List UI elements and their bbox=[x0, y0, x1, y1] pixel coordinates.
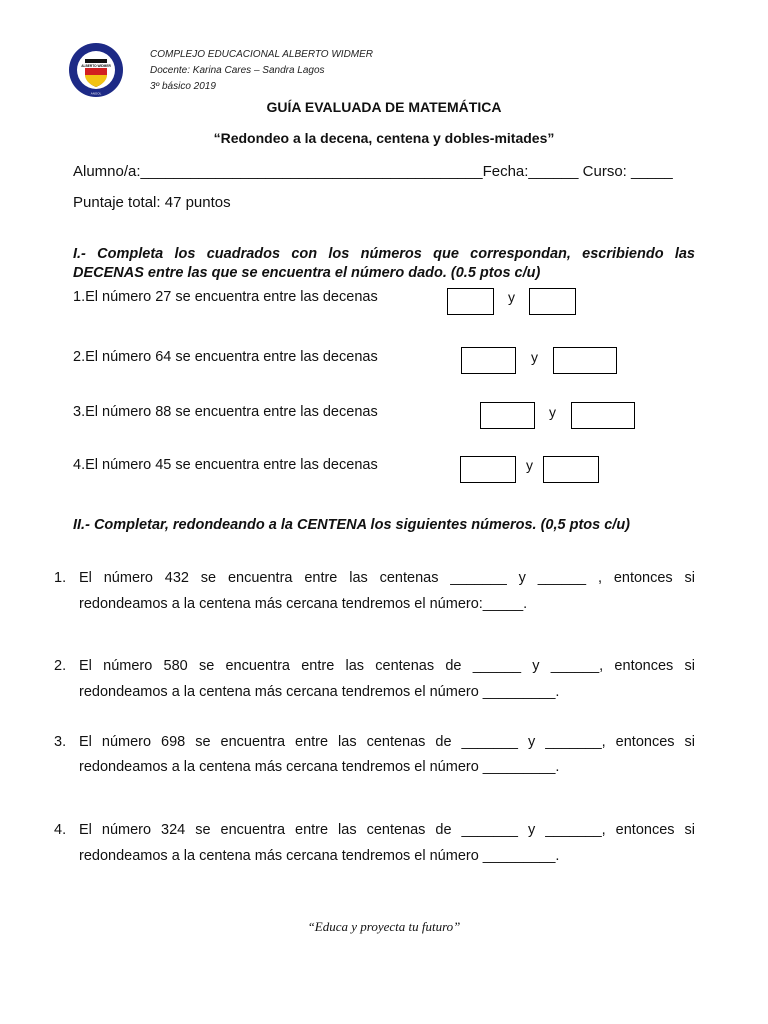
student-line: Alumno/a:_________________________________________Fecha:______ Curso: _____ bbox=[73, 163, 673, 180]
section1-instruction-line1: I.- Completa los cuadrados con los números que correspondan, escribiendo las bbox=[73, 246, 695, 262]
answer-box-4b[interactable] bbox=[543, 456, 599, 483]
item-number: 4. bbox=[54, 822, 67, 838]
section2-item1-line1: El número 432 se encuentra entre las centenas _______ y ______ , entonces si bbox=[79, 570, 695, 586]
connector-y: y bbox=[549, 404, 556, 420]
logo-shield-text: ALBERTO WIDMER bbox=[81, 64, 111, 68]
answer-box-3a[interactable] bbox=[480, 402, 535, 429]
section1-question-2: 2.El número 64 se encuentra entre las decenas bbox=[73, 349, 378, 365]
teachers: Docente: Karina Cares – Sandra Lagos bbox=[150, 65, 325, 76]
answer-box-2b[interactable] bbox=[553, 347, 617, 374]
footer-motto: “Educa y proyecta tu futuro” bbox=[307, 919, 461, 934]
connector-y: y bbox=[526, 457, 533, 473]
answer-box-2a[interactable] bbox=[461, 347, 516, 374]
answer-box-3b[interactable] bbox=[571, 402, 635, 429]
document-subtitle: “Redondeo a la decena, centena y dobles-mitades” bbox=[213, 130, 555, 146]
section2-heading: II.- Completar, redondeando a la CENTENA los siguientes números. (0,5 ptos c/u) bbox=[73, 517, 631, 533]
section2-item2-line1: El número 580 se encuentra entre las centenas de ______ y ______, entonces si bbox=[79, 658, 695, 674]
document-title: GUÍA EVALUADA DE MATEMÁTICA bbox=[266, 99, 502, 115]
grade-year: 3º básico 2019 bbox=[150, 81, 216, 92]
item-number: 3. bbox=[54, 734, 67, 750]
total-score: Puntaje total: 47 puntos bbox=[73, 194, 231, 211]
section2-item1-line2: redondeamos a la centena más cercana tendremos el número:_____. bbox=[79, 596, 528, 612]
school-name: COMPLEJO EDUCACIONAL ALBERTO WIDMER bbox=[150, 49, 374, 60]
item-number: 2. bbox=[54, 658, 67, 674]
section2-item4-line1: El número 324 se encuentra entre las centenas de _______ y _______, entonces si bbox=[79, 822, 695, 838]
logo-bottom-text: ANGOL bbox=[90, 91, 102, 96]
section1-instruction-line2: DECENAS entre las que se encuentra el número dado. (0.5 ptos c/u) bbox=[73, 265, 541, 281]
item-number: 1. bbox=[54, 570, 67, 586]
connector-y: y bbox=[508, 289, 515, 305]
answer-box-1b[interactable] bbox=[529, 288, 576, 315]
section2-item3-line1: El número 698 se encuentra entre las centenas de _______ y _______, entonces si bbox=[79, 734, 695, 750]
answer-box-1a[interactable] bbox=[447, 288, 494, 315]
section1-question-1: 1.El número 27 se encuentra entre las decenas bbox=[73, 289, 378, 305]
connector-y: y bbox=[531, 349, 538, 365]
section2-item4-line2: redondeamos a la centena más cercana tendremos el número _________. bbox=[79, 848, 560, 864]
answer-box-4a[interactable] bbox=[460, 456, 516, 483]
section2-item2-line2: redondeamos a la centena más cercana tendremos el número _________. bbox=[79, 684, 560, 700]
section1-question-4: 4.El número 45 se encuentra entre las decenas bbox=[73, 457, 378, 473]
school-logo bbox=[68, 42, 124, 98]
section2-item3-line2: redondeamos a la centena más cercana tendremos el número _________. bbox=[79, 759, 560, 775]
section1-question-3: 3.El número 88 se encuentra entre las decenas bbox=[73, 404, 378, 420]
